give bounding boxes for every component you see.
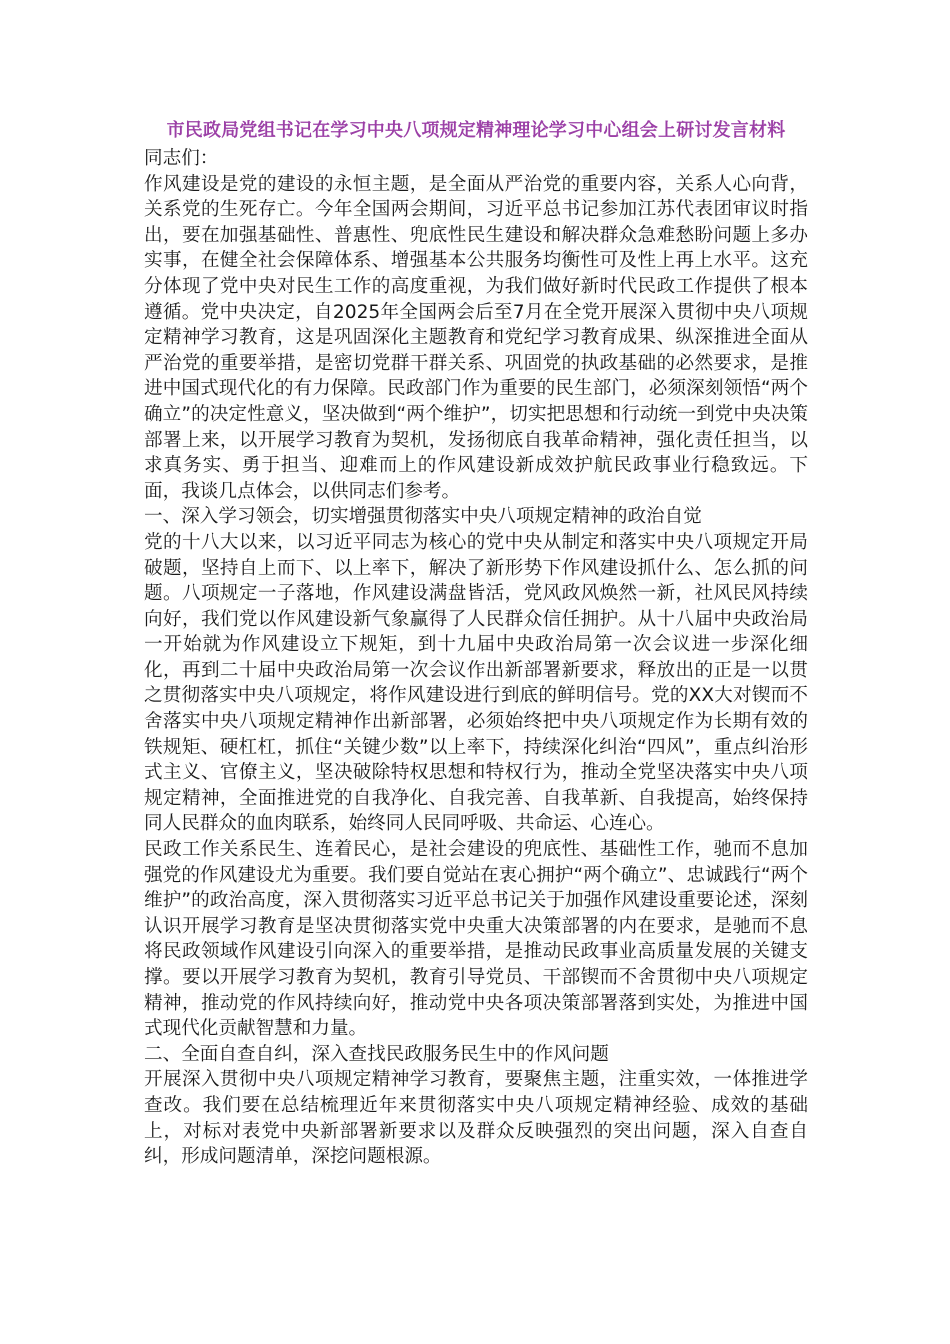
document-title: 市民政局党组书记在学习中央八项规定精神理论学习中心组会上研讨发言材料 <box>166 120 786 141</box>
body-paragraph-section1-a: 党的十八大以来，以习近平同志为核心的党中央从制定和落实中央八项规定开局破题，坚持自上而下、以上率下，解决了新形势下作风建设抓什么、怎么抓的问题。八项规定一子落地，作风建设满盘皆活，党风政风焕然一新，社风民风持续向好，我们党以作风建设新气象赢得了人民群众信任拥护。从十八届中央政治局一开始就为作风建设立下规矩，到十九届中央政治局第一次会议进一步深化细化，再到二十届中央政治局第一次会议作出新部署新要求，释放出的正是一以贯之贯彻落实中央八项规定，将作风建设进行到底的鲜明信号。党的XX大对锲而不舍落实中央八项规定精神作出新部署，必须始终把中央八项规定作为长期有效的铁规矩、硬杠杠，抓住“关键少数”以上率下，持续深化纠治“四风”，重点纠治形式主义、官僚主义，坚决破除特权思想和特权行为，推动全党坚决落实中央八项规定精神，全面推进党的自我净化、自我完善、自我革新、自我提高，始终保持同人民群众的血肉联系，始终同人民同呼吸、共命运、心连心。 <box>144 531 808 835</box>
section-heading-2: 二、全面自查自纠，深入查找民政服务民生中的作风问题 <box>144 1043 609 1065</box>
document-page <box>144 118 808 1170</box>
body-paragraph-intro: 作风建设是党的建设的永恒主题，是全面从严治党的重要内容，关系人心向背，关系党的生死存亡。今年全国两会期间，习近平总书记参加江苏代表团审议时指出，要在加强基础性、普惠性、兜底性民生建设和解决群众急难愁盼问题上多办实事，在健全社会保障体系、增强基本公共服务均衡性可及性上再上水平。这充分体现了党中央对民生工作的高度重视，为我们做好新时代民政工作提供了根本遵循。党中央决定，自2025年全国两会后至7月在全党开展深入贯彻中央八项规定精神学习教育，这是巩固深化主题教育和党纪学习教育成果、纵深推进全面从严治党的重要举措，是密切党群干群关系、巩固党的执政基础的必然要求，是推进中国式现代化的有力保障。民政部门作为重要的民生部门，必须深刻领悟“两个确立”的决定性意义，坚决做到“两个维护”，切实把思想和行动统一到党中央决策部署上来，以开展学习教育为契机，发扬彻底自我革命精神，强化责任担当，以求真务实、勇于担当、迎难而上的作风建设新成效护航民政事业行稳致远。下面，我谈几点体会，以供同志们参考。 <box>144 173 808 502</box>
body-paragraph-section1-b: 民政工作关系民生、连着民心，是社会建设的兜底性、基础性工作，驰而不息加强党的作风建设尤为重要。我们要自觉站在衷心拥护“两个确立”、忠诚践行“两个维护”的政治高度，深入贯彻落实习近平总书记关于加强作风建设重要论述，深刻认识开展学习教育是坚决贯彻落实党中央重大决策部署的内在要求，是驰而不息将民政领域作风建设引向深入的重要举措，是推动民政事业高质量发展的关键支撑。要以开展学习教育为契机，教育引导党员、干部锲而不舍贯彻中央八项规定精神，推动党的作风持续向好，推动党中央各项决策部署落到实处，为推进中国式现代化贡献智慧和力量。 <box>144 839 808 1040</box>
section-heading-1: 一、深入学习领会，切实增强贯彻落实中央八项规定精神的政治自觉 <box>144 506 702 528</box>
salutation: 同志们： <box>144 148 219 169</box>
body-paragraph-section2: 开展深入贯彻中央八项规定精神学习教育，要聚焦主题，注重实效，一体推进学查改。我们要在总结梳理近年来贯彻落实中央八项规定精神经验、成效的基础上，对标对表党中央新部署新要求以及群众反映强烈的突出问题，深入自查自纠，形成问题清单，深挖问题根源。 <box>144 1069 808 1168</box>
